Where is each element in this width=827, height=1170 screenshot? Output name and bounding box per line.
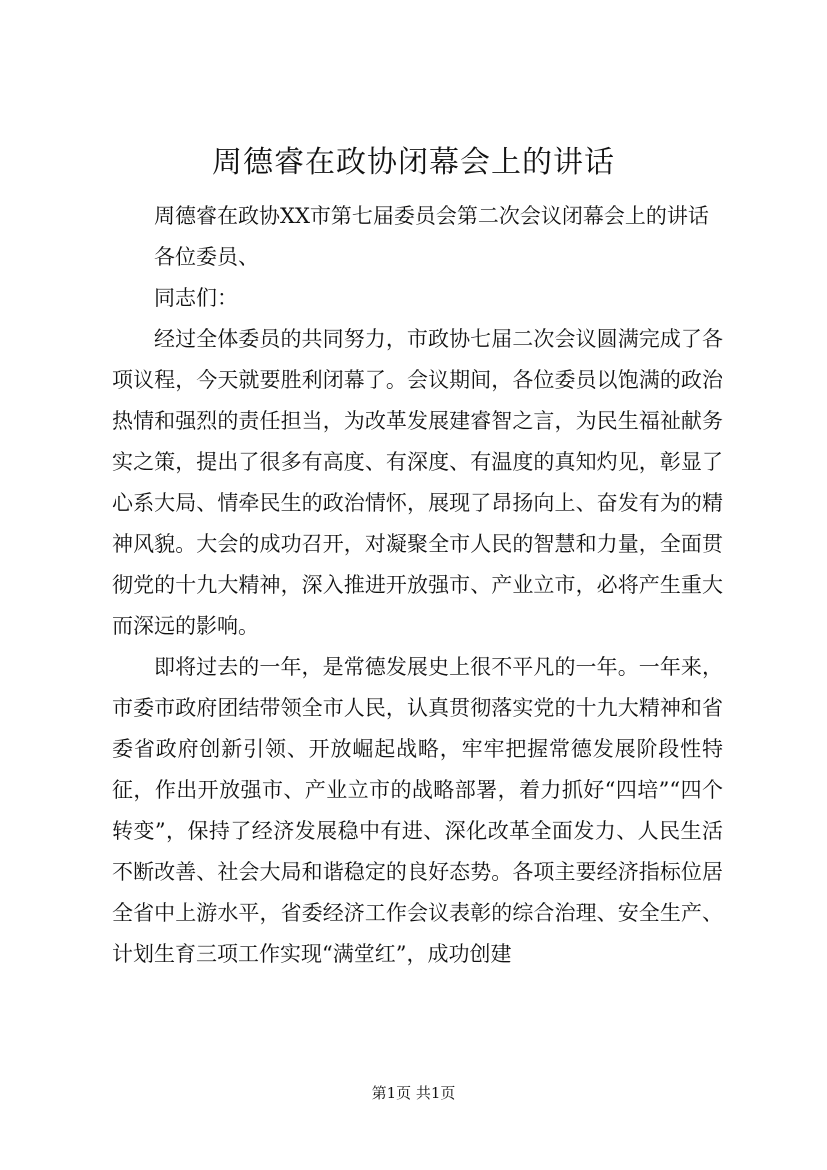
subtitle-paragraph: 周德睿在政协XX市第七届委员会第二次会议闭幕会上的讲话 [154, 204, 709, 228]
page-number-footer: 第1页 共1页 [371, 1084, 456, 1102]
document-body [112, 196, 723, 975]
salutation-line-2: 同志们： [154, 286, 238, 310]
document-title: 周德睿在政协闭幕会上的讲话 [212, 145, 615, 180]
salutation-line-1: 各位委员、 [154, 245, 259, 269]
body-paragraph-2: 即将过去的一年，是常德发展史上很不平凡的一年。一年来，市委市政府团结带领全市人民，认真贯彻落实党的十九大精神和省委省政府创新引领、开放崛起战略，牢牢把握常德发展阶段性特征，作出开放强市、产业立市的战略部署，着力抓好“四培”“四个转变”，保持了经济发展稳中有进、深化改革全面发力、人民生活不断改善、社会大局和谐稳定的良好态势。各项主要经济指标位居全省中上游水平，省委经济工作会议表彰的综合治理、安全生产、计划生育三项工作实现“满堂红”，成功创建 [112, 655, 723, 966]
body-paragraph-1: 经过全体委员的共同努力，市政协七届二次会议圆满完成了各项议程，今天就要胜利闭幕了。会议期间，各位委员以饱满的政治热情和强烈的责任担当，为改革发展建睿智之言，为民生福祉献务实之策，提出了很多有高度、有深度、有温度的真知灼见，彰显了心系大局、情牵民生的政治情怀，展现了昂扬向上、奋发有为的精神风貌。大会的成功召开，对凝聚全市人民的智慧和力量，全面贯彻党的十九大精神，深入推进开放强市、产业立市，必将产生重大而深远的影响。 [112, 327, 723, 638]
